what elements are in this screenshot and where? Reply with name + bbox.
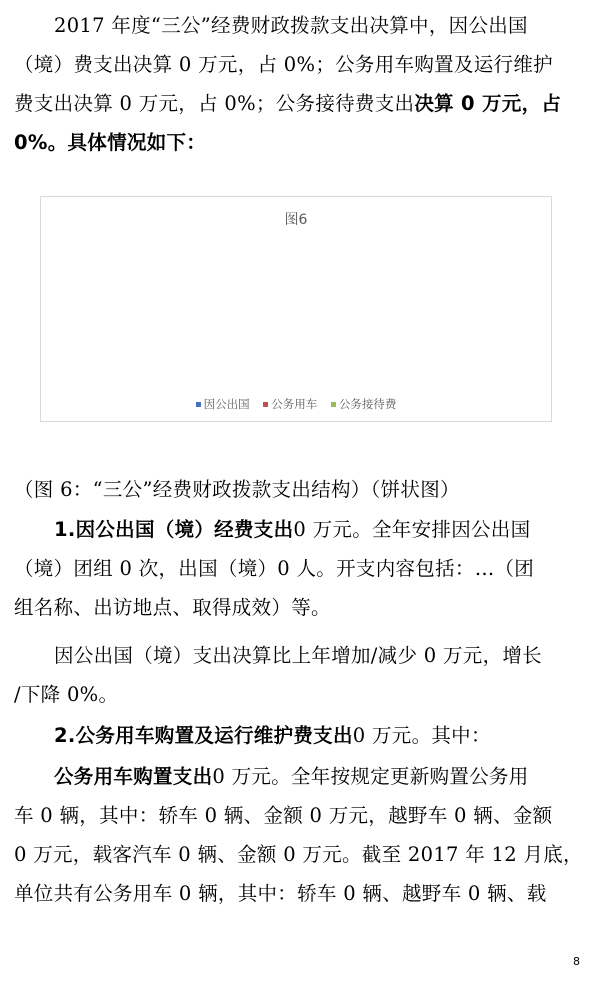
section-1-line-1 [14, 510, 586, 549]
section-2-line-1 [14, 716, 586, 755]
intro-line-1: 2017 年度“三公”经费财政拨款支出决算中，因公出国 [54, 14, 528, 37]
figure-caption [14, 470, 586, 509]
comparison-paragraph [14, 636, 586, 714]
legend-swatch-vehicle [263, 402, 268, 407]
legend-swatch-reception [331, 402, 336, 407]
vehicle-line-1-text: 0 万元。全年按规定更新购置公务用 [212, 765, 529, 788]
section-1-paragraph [14, 510, 586, 627]
section-2-heading: 2.公务用车购置及运行维护费支出 [54, 724, 353, 747]
caption-text: （图 6：“三公”经费财政拨款支出结构）（饼状图） [14, 478, 460, 501]
vehicle-heading: 公务用车购置支出 [54, 765, 213, 788]
chart-legend [41, 396, 551, 412]
vehicle-line-2: 车 0 辆，其中：轿车 0 辆、金额 0 万元，越野车 0 辆、金额 [14, 804, 553, 827]
section-1-line-2: （境）团组 0 次，出国（境）0 人。开支内容包括：…（团 [14, 557, 535, 580]
legend-label-overseas: 因公出国 [203, 397, 250, 411]
legend-swatch-overseas [196, 402, 201, 407]
section-2-paragraph [14, 716, 586, 755]
intro-line-3-text: 费支出决算 0 万元，占 0%；公务接待费支出 [14, 92, 415, 115]
pie-chart-svg [41, 197, 553, 423]
legend-label-reception: 公务接待费 [338, 397, 397, 411]
legend-item-overseas [196, 396, 250, 412]
intro-line-2: （境）费支出决算 0 万元，占 0%；公务用车购置及运行维护 [14, 53, 553, 76]
legend-item-reception [331, 396, 397, 412]
section-1-heading: 1.因公出国（境）经费支出 [54, 518, 294, 541]
pie-chart-figure [40, 196, 552, 422]
section-1-line-1-text: 0 万元。全年安排因公出国 [293, 518, 531, 541]
legend-label-vehicle: 公务用车 [271, 397, 318, 411]
vehicle-line-4: 单位共有公务用车 0 辆，其中：轿车 0 辆、越野车 0 辆、载 [14, 882, 547, 905]
vehicle-line-3: 0 万元，载客汽车 0 辆、金额 0 万元。截至 2017 年 12 月底， [14, 843, 583, 866]
comparison-line-2: /下降 0%。 [14, 683, 119, 706]
section-2-line-1-text: 0 万元。其中： [352, 724, 491, 747]
intro-line-3-bold: 决算 0 万元，占 [414, 92, 562, 115]
legend-item-vehicle [263, 396, 317, 412]
intro-paragraph [14, 6, 586, 162]
chart-title: 图6 [284, 212, 308, 228]
comparison-line-1: 因公出国（境）支出决算比上年增加/减少 0 万元，增长 [54, 644, 542, 667]
vehicle-line-1 [14, 757, 586, 796]
intro-line-4-bold: 0%。具体情况如下： [14, 131, 207, 154]
page-number: 8 [573, 955, 580, 968]
vehicle-purchase-paragraph [14, 757, 586, 913]
intro-line-3 [14, 84, 586, 123]
section-1-line-3: 组名称、出访地点、取得成效）等。 [14, 596, 331, 619]
